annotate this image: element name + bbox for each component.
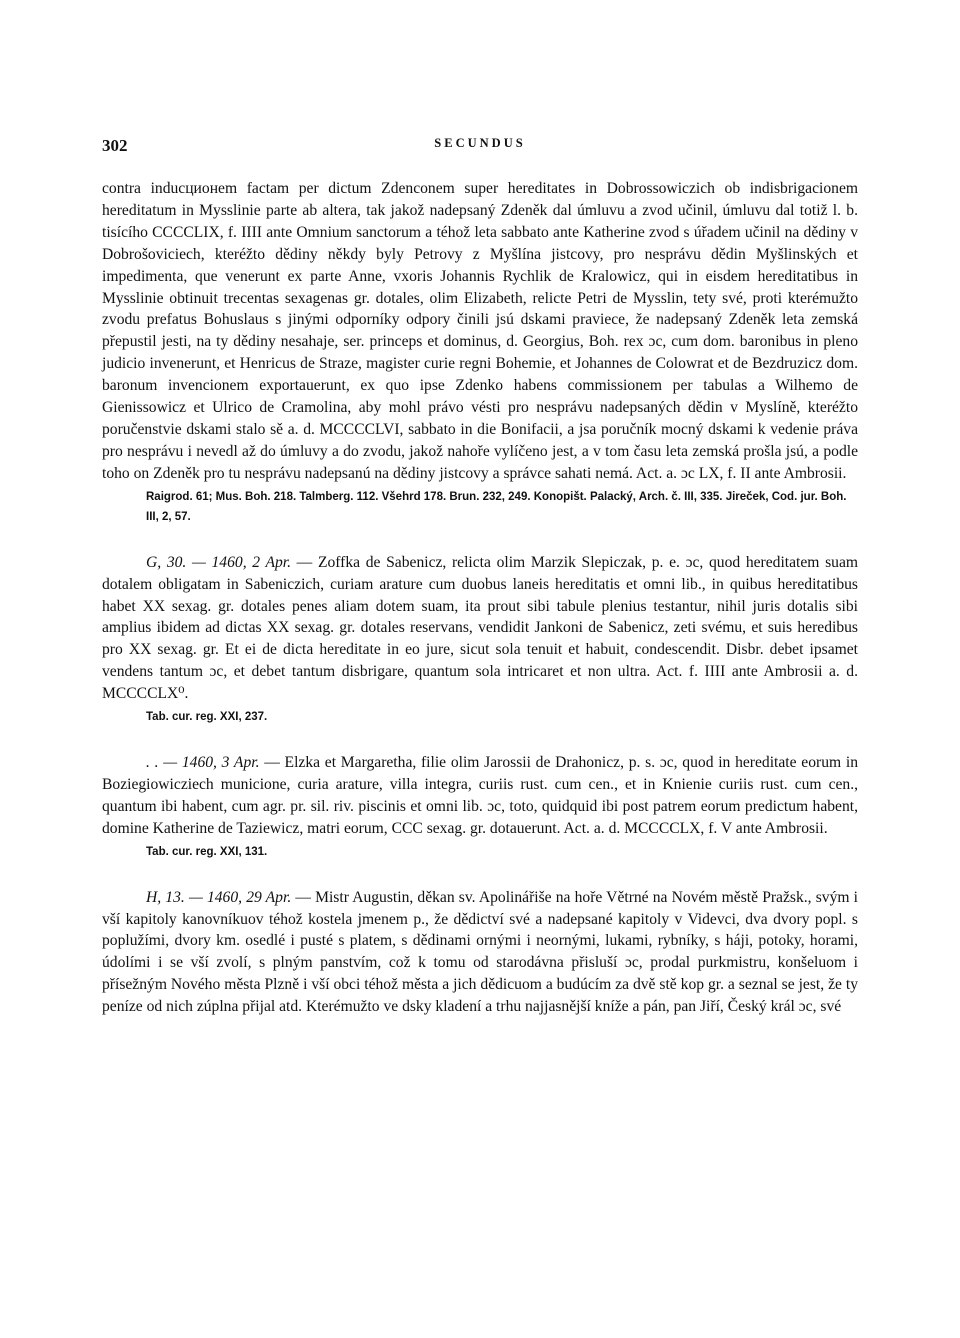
entry-h13-text: — Mistr Augustin, děkan sv. Apolinářiše na hoře Větrné na Novém městě Pražsk., svým i vší kapitoly kanovníkuov téhož kostela jmenem p., že dědictví své a nadepsané kapitoly v Videvci, dva dvory popl. s poplužími, dvory km. osedlé i pusté s platem, s dědinami ornými i neornými, lukami, rybníky, s háji, potoky, horami, údolími i se vší zvolí, s plným panstvím, což k tomu od starodávna přisluší ɔc, prodal purkmistru, konšeluom i přísežným Nového města Plzně i vší obci téhož města a jich dědicuom a budúcím za dvě stě kop gr. a seznal se jest, že ty peníze od nich zúplna přijal atd. Kterémužto ve dsky kladení a trhu najjasnější kníže a pán, pan Jiří, Český král ɔc, své — [102, 888, 858, 1016]
source-note: Tab. cur. reg. XXI, 237. — [146, 711, 268, 724]
entry-g30 — [102, 552, 858, 705]
entry-apr3-head: . . — 1460, 3 Apr. — [146, 754, 260, 772]
entry-continuation-text: contra inducционem factam per dictum Zdenconem super hereditates in Dobrossowiczich ob indisbrigacionem hereditatum in Mysslinie parte ab altera, tak jakož nadepsaný Zdeněk dal úmluvu a zvod učinil, úmluvu dal totiž l. b. tisícího CCCCLIX, f. IIII ante Omnium sanctorum a téhož leta sabbato ante Katherine zvod s úřadem učinil na dědiny v Dobrošoviciech, kteréžto dědiny někdy byly Petrovy z Myšlína jistcovy, pro nesprávu dědin Myšlinských et impedimenta, que venerunt ex parte Anne, vxoris Johannis Rychlik de Kralowicz, qui in eisdem hereditatibus in Mysslinie obtinuit trecentas sexagenas gr. dotales, olim Elizabeth, relicte Petri de Mysslin, tety své, proti kterémužto zvodu prefatus Bohuslaus s jinými odporníky odpory činili jsú dskami praviece, že nadepsaný Zdeněk leta zemská přepustil jesti, na ty dědiny nesahaje, ser. princeps et dominus, d. Georgius, Boh. rex ɔc, cum dom. baronibus in pleno judicio invenerunt, et Henricus de Straze, magister curie regni Bohemie, et Johannes de Colowrat et de Bezdruzicz dom. baronum invencionem exportauerunt, ex quo ipse Zdenko habens commissionem per tabulas a Wilhemo de Gienissowicz et Ulrico de Cramolina, aby mohl právo vésti pro nesprávu nadepsaných dědin v Myslíně, kteréžto poručenstvie dskami stalo sě a. d. MCCCCLVI, sabbato in die Bonifacii, a jsa poručník mocný dskami k vedenie práva pro nesprávu i nevedl až do úmluvy a do zvodu, jakož nahoře vylíčeno jest, a v tom času leta zemská prošla jsú, a podle toho on Zdeněk pro tu nesprávu nadepsanú na dědiny jistcovy a správce sahati nemá. Act. a. ɔc LX, f. II ante Ambrosii. — [102, 180, 858, 482]
entry-h13 — [102, 887, 858, 1018]
source-note: Raigrod. 61; Mus. Boh. 218. Talmberg. 112. Všehrd 178. Brun. 232, 249. Konopišt. Palacký, Arch. č. III, 335. Jireček, Cod. jur. Boh. III, 2, 57. — [146, 490, 847, 523]
source-note: Tab. cur. reg. XXI, 131. — [146, 845, 268, 858]
page-header — [102, 132, 858, 160]
page-number: 302 — [102, 136, 128, 155]
entry-apr3 — [102, 752, 858, 840]
entry-continuation — [102, 178, 858, 485]
entry-g30-text: — Zoffka de Sabenicz, relicta olim Marzik Slepiczak, p. e. ɔc, quod hereditatem suam dotalem obligatam in Sabeniczich, curiam arature cum duobus laneis hereditatis et omni lib., in quibus hereditatibus habet XX sexag. gr. dotales penes aliam dotem suam, ita prout sibi tabule plenius testantur, nihil juris dotalis sibi amplius ibidem ad dictas XX sexag. gr. dotales reservans, vendidit Jankoni de Sabenicz, zeti svému, et suis heredibus pro XX sexag. gr. Et ei de dicta hereditate in eo jure, sicut sola tenuit et habuit, condescendit. Disbr. debet ipsamet vendens tantum ɔc, et debet tantum disbrigare, quantum sola intricaret et non ultra. Act. f. IIII ante Ambrosii a. d. MCCCCLX⁰. — [102, 553, 859, 703]
entry-g30-head: G, 30. — 1460, 2 Apr. — [146, 553, 292, 571]
entry-h13-head: H, 13. — 1460, 29 Apr. — [146, 888, 292, 906]
page — [102, 132, 858, 1018]
entry-apr3-text: — Elzka et Margaretha, filie olim Jarossii de Drahonicz, p. s. ɔc, quod in hereditate eorum in Boziegiowicziech municione, curia arature, villa integra, curiis rust. cum cen., et in Knienie curiis rust. cum cen., quantum ibi habent, cum agr. pr. sil. riv. piscinis et omni lib. ɔc, toto, quidquid ibi post patrem eorum predictum habent, domine Katherine de Taziewicz, matri eorum, CCC sexag. gr. dotauerunt. Act. a. d. MCCCCLX, f. V ante Ambrosii. — [102, 754, 858, 837]
running-head: SECUNDUS — [434, 136, 526, 150]
